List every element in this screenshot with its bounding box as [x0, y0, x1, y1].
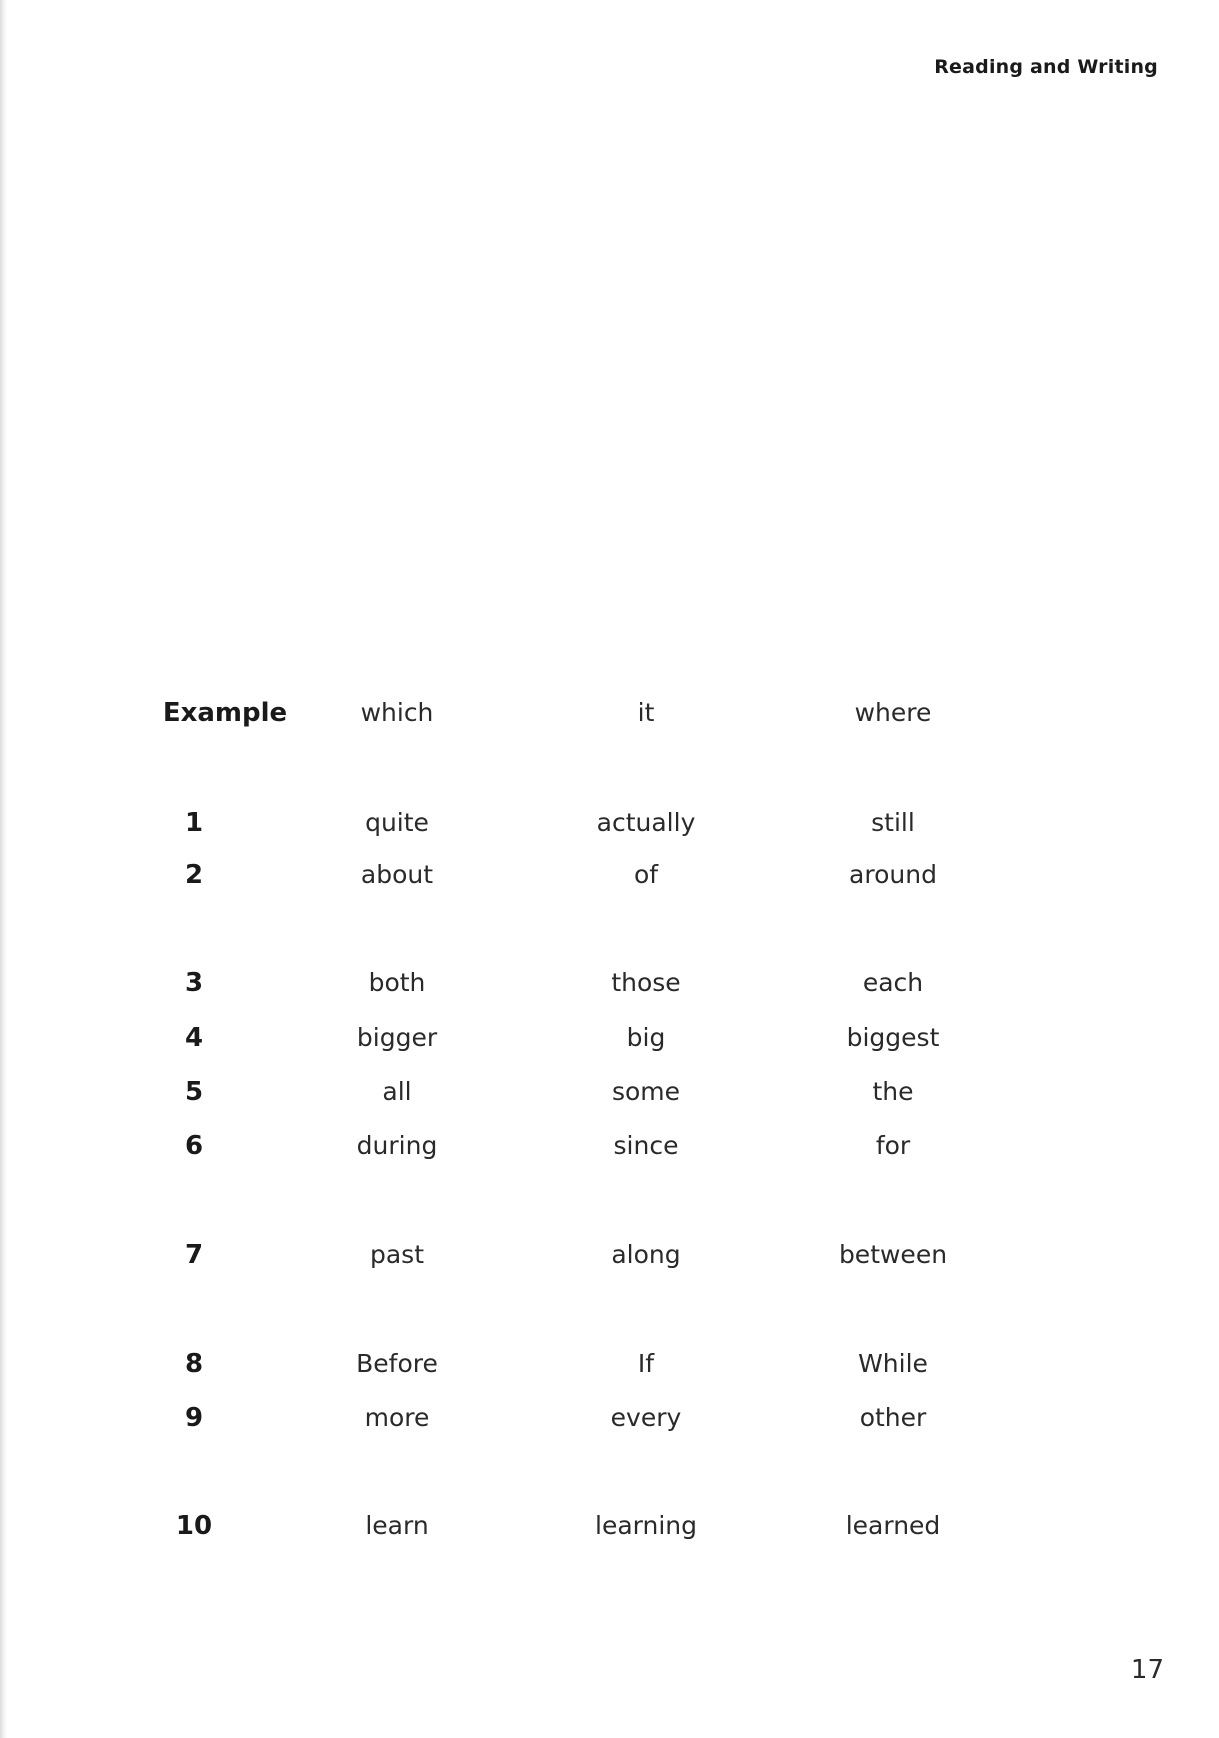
option-b: of [633, 860, 659, 889]
option-a: both [368, 968, 426, 997]
option-a: Before [356, 1349, 438, 1378]
option-b: actually [596, 808, 696, 837]
question-row-2 [0, 855, 1219, 895]
option-a: during [356, 1131, 438, 1160]
option-c: between [838, 1240, 948, 1269]
running-head: Reading and Writing [934, 56, 1158, 78]
question-row-4 [0, 1018, 1219, 1058]
question-row-3 [0, 963, 1219, 1003]
option-c: where [854, 698, 932, 727]
question-number: 7 [184, 1240, 204, 1270]
question-row-8 [0, 1344, 1219, 1384]
page-number: 17 [1130, 1655, 1164, 1685]
question-row-7 [0, 1235, 1219, 1275]
option-b: those [611, 968, 681, 997]
question-number: 10 [175, 1511, 213, 1541]
question-number: 6 [184, 1131, 204, 1161]
option-b: since [613, 1131, 679, 1160]
question-row-1 [0, 803, 1219, 843]
question-number: 2 [184, 860, 204, 890]
option-c: While [858, 1349, 928, 1378]
option-a: learn [365, 1511, 429, 1540]
option-b: along [611, 1240, 681, 1269]
option-a: about [360, 860, 434, 889]
question-number: 4 [184, 1023, 204, 1053]
option-b: If [637, 1349, 655, 1378]
question-number: 5 [184, 1077, 204, 1107]
option-b: big [626, 1023, 666, 1052]
option-c: around [849, 860, 937, 889]
option-c: for [875, 1131, 911, 1160]
question-row-10 [0, 1506, 1219, 1546]
example-label: Example [162, 698, 288, 728]
option-a: all [382, 1077, 412, 1106]
option-c: each [862, 968, 924, 997]
option-a: which [360, 698, 434, 727]
option-c: learned [845, 1511, 941, 1540]
question-number: 3 [184, 968, 204, 998]
option-b: some [611, 1077, 681, 1106]
question-number: 8 [184, 1349, 204, 1379]
question-row-6 [0, 1126, 1219, 1166]
option-b: every [610, 1403, 682, 1432]
option-a: past [369, 1240, 425, 1269]
question-row-5 [0, 1072, 1219, 1112]
option-c: other [859, 1403, 927, 1432]
option-a: quite [365, 808, 429, 837]
question-row-9 [0, 1398, 1219, 1438]
option-c: the [872, 1077, 914, 1106]
example-row [0, 693, 1219, 733]
option-a: bigger [356, 1023, 438, 1052]
question-number: 9 [184, 1403, 204, 1433]
option-c: still [871, 808, 915, 837]
option-a: more [364, 1403, 430, 1432]
option-b: learning [595, 1511, 697, 1540]
option-b: it [637, 698, 655, 727]
option-c: biggest [846, 1023, 940, 1052]
question-number: 1 [184, 808, 204, 838]
